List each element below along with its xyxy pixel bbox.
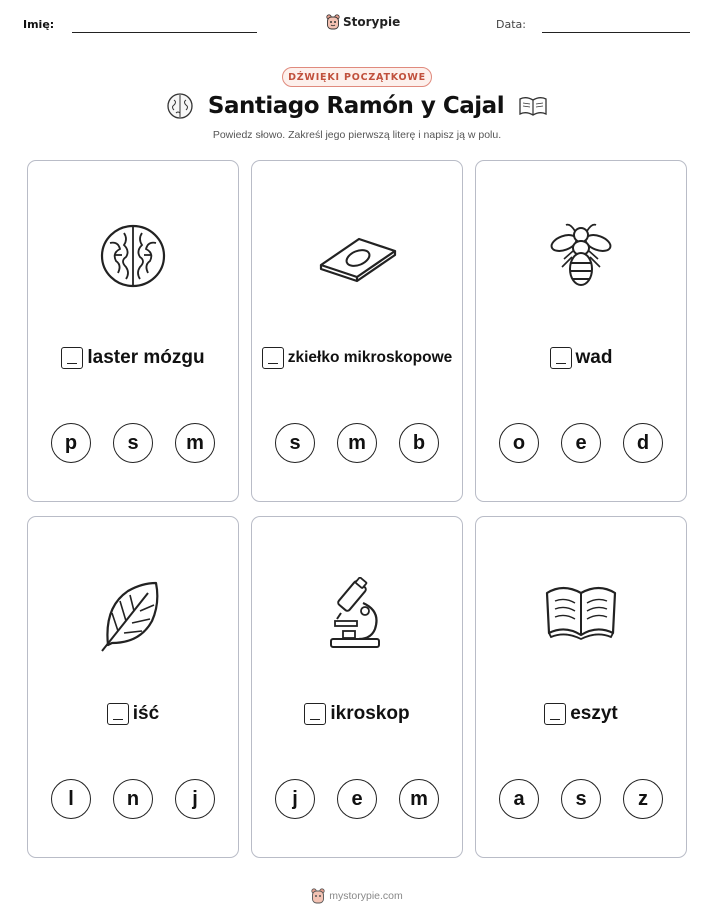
microscope-slide-icon (315, 221, 399, 291)
brain-icon (98, 221, 168, 291)
letter-choice[interactable]: l (51, 779, 91, 819)
letter-choice[interactable]: a (499, 779, 539, 819)
answer-box[interactable] (544, 703, 566, 725)
brain-icon (166, 92, 194, 120)
book-icon (518, 94, 548, 118)
exercise-card (251, 160, 463, 502)
brand-name: Storypie (343, 15, 401, 29)
letter-choice[interactable]: o (499, 423, 539, 463)
page-title: Santiago Ramón y Cajal (207, 93, 505, 119)
letter-choice[interactable]: p (51, 423, 91, 463)
book-icon (543, 577, 619, 643)
exercise-card (475, 160, 687, 502)
instructions: Powiedz słowo. Zakreśl jego pierwszą literę i napisz ją w polu. (212, 129, 502, 141)
microscope-icon (327, 577, 387, 653)
brand-logo (326, 14, 400, 30)
exercise-card (251, 516, 463, 858)
bee-icon (546, 221, 616, 291)
storypie-mascot-icon (311, 888, 325, 904)
exercise-card (27, 160, 239, 502)
letter-choice[interactable]: m (399, 779, 439, 819)
answer-box[interactable] (262, 347, 284, 369)
letter-choice[interactable]: s (561, 779, 601, 819)
word-label: ikroskop (330, 703, 410, 724)
word-label: iść (132, 703, 160, 724)
letter-choice[interactable]: d (623, 423, 663, 463)
letter-choice[interactable]: s (275, 423, 315, 463)
letter-choice[interactable]: e (337, 779, 377, 819)
letter-choice[interactable]: s (113, 423, 153, 463)
answer-box[interactable] (61, 347, 83, 369)
letter-choice[interactable]: j (275, 779, 315, 819)
footer-url[interactable]: mystorypie.com (329, 890, 403, 902)
word-label: eszyt (570, 703, 618, 724)
date-label: Data: (496, 18, 526, 31)
word-label: laster mózgu (87, 347, 205, 368)
word-label: zkiełko mikroskopowe (287, 349, 453, 366)
answer-box[interactable] (550, 347, 572, 369)
letter-choice[interactable]: b (399, 423, 439, 463)
letter-choice[interactable]: n (113, 779, 153, 819)
letter-choice[interactable]: m (175, 423, 215, 463)
name-field[interactable] (72, 32, 257, 33)
leaf-icon (98, 577, 168, 653)
exercise-card (27, 516, 239, 858)
category-badge: DŹWIĘKI POCZĄTKOWE (282, 67, 432, 87)
word-label: wad (575, 347, 613, 368)
letter-choice[interactable]: e (561, 423, 601, 463)
letter-choice[interactable]: z (623, 779, 663, 819)
letter-choice[interactable]: j (175, 779, 215, 819)
letter-choice[interactable]: m (337, 423, 377, 463)
exercise-card (475, 516, 687, 858)
name-label: Imię: (23, 18, 55, 31)
date-field[interactable] (542, 32, 690, 33)
title-row (0, 92, 714, 120)
answer-box[interactable] (304, 703, 326, 725)
storypie-mascot-icon (326, 14, 340, 30)
answer-box[interactable] (107, 703, 129, 725)
footer (0, 888, 714, 904)
